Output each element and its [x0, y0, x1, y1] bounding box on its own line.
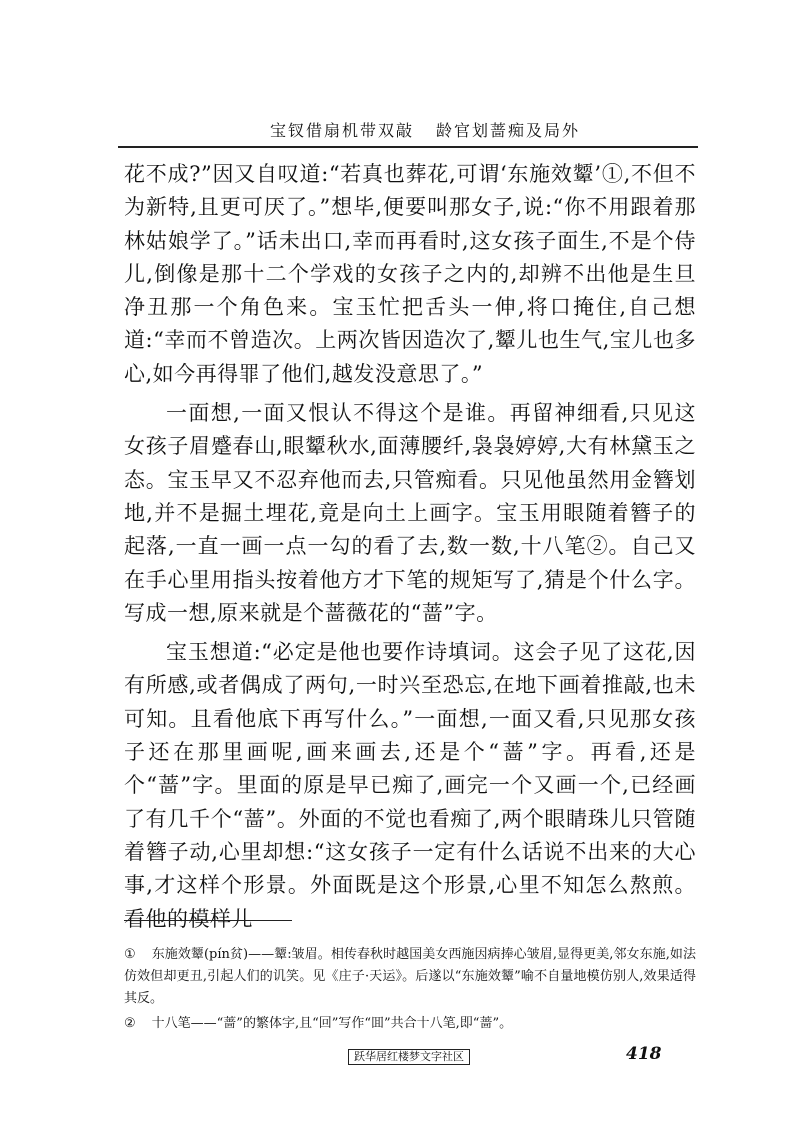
body-text [124, 158, 696, 942]
paragraph-1: 花不成?”因又自叹道:“若真也葬花,可谓‘东施效颦’①,不但不为新特,且更可厌了。”想毕,便要叫那女子,说:“你不用跟着那林姑娘学了。”话未出口,幸而再看时,这女孩子面生,不是个侍儿,倒像是那十二个学戏的女孩子之内的,却辨不出他是生旦净丑那一个角色来。宝玉忙把舌头一伸,将口掩住,自己想道:“幸而不曾造次。上两次皆因造次了,颦儿也生气,宝儿也多心,如今再得罪了他们,越发没意思了。” [124, 162, 696, 386]
footnote-1 [124, 944, 696, 1010]
footnotes [124, 944, 696, 1038]
paragraph-2: 一面想,一面又恨认不得这个是谁。再留神细看,只见这女孩子眉蹙春山,眼颦秋水,面薄腰纤,袅袅婷婷,大有林黛玉之态。宝玉早又不忍弃他而去,只管痴看。只见他虽然用金簪划地,并不是掘土埋花,竟是向土上画字。宝玉用眼随着簪子的起落,一直一画一点一勾的看了去,数一数,十八笔②。自己又在手心里用指头按着他方才下笔的规矩写了,猜是个什么字。写成一想,原来就是个蔷薇花的“蔷”字。 [124, 401, 696, 625]
running-head-right: 龄官划蔷痴及局外 [436, 121, 581, 140]
footnote-1-text: 东施效颦(pín贫)——颦:皱眉。相传春秋时越国美女西施因病捧心皱眉,显得更美,邻女东施,如法仿效但却更丑,引起人们的讥笑。见《庄子·天运》。后遂以“东施效颦”喻不自量地模仿别人,效果适得其反。 [124, 947, 696, 1006]
footnote-1-mark: ① [124, 947, 136, 962]
footnote-2-mark: ② [124, 1016, 136, 1031]
source-stamp: 跃华居红楼梦文字社区 [348, 1049, 470, 1065]
footnote-rule [124, 920, 292, 921]
running-head [270, 118, 580, 141]
running-head-left: 宝钗借扇机带双敲 [270, 121, 415, 140]
page-number: 418 [626, 1044, 662, 1064]
header-rule [118, 146, 698, 148]
footnote-2 [124, 1013, 696, 1035]
paragraph-3: 宝玉想道:“必定是他也要作诗填词。这会子见了这花,因有所感,或者偶成了两句,一时兴至恐忘,在地下画着推敲,也未可知。且看他底下再写什么。”一面想,一面又看,只见那女孩子还在那里画呢,画来画去,还是个“蔷”字。再看,还是个“蔷”字。里面的原是早已痴了,画完一个又画一个,已经画了有几千个“蔷”。外面的不觉也看痴了,两个眼睛珠儿只管随着簪子动,心里却想:“这女孩子一定有什么话说不出来的大心事,才这样个形景。外面既是这个形景,心里不知怎么熬煎。看他的模样儿 [124, 640, 696, 931]
footnote-2-text: 十八笔——“蔷”的繁体字,且“回”写作“囬”共合十八笔,即“蔷”。 [151, 1016, 513, 1031]
